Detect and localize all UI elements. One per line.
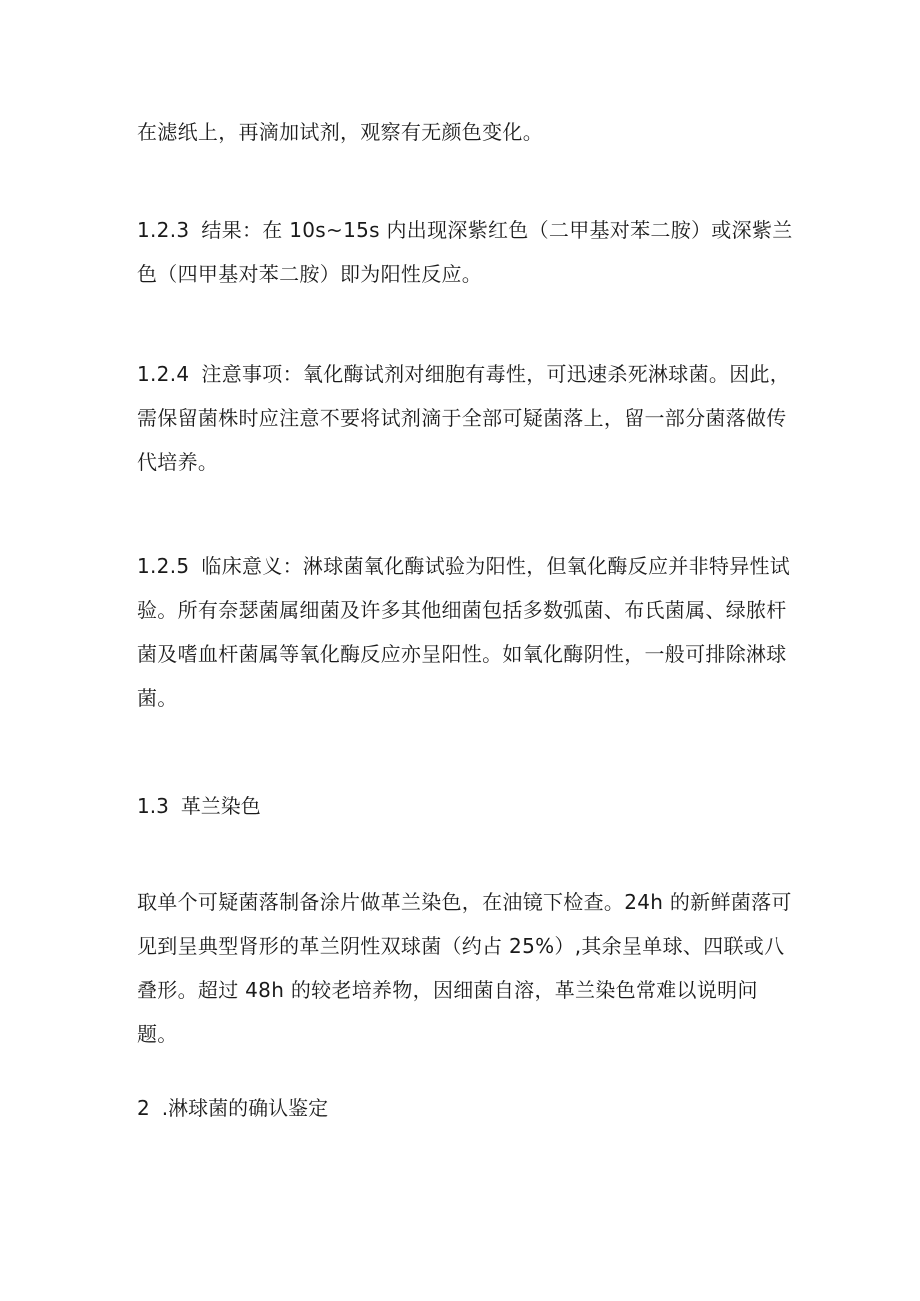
paragraph-text: 临床意义：淋球菌氧化酶试验为阳性，但氧化酶反应并非特异性试验。所有奈瑟菌属细菌及许多其他细菌包括多数弧菌、布氏菌属、绿脓杆菌及嗜血杆菌属等氧化酶反应亦呈阳性。如氧化酶阴性，一般可排除淋球菌。 (137, 554, 791, 710)
section-number: 1.2.5 (137, 554, 190, 578)
paragraph-text: 在滤纸上，再滴加试剂，观察有无颜色变化。 (137, 120, 543, 144)
section-number: 2 (137, 1096, 150, 1120)
heading-2-confirmation (137, 1086, 328, 1130)
paragraph-text: 注意事项：氧化酶试剂对细胞有毒性，可迅速杀死淋球菌。因此，需保留菌株时应注意不要将试剂滴于全部可疑菌落上，留一部分菌落做传代培养。 (137, 362, 791, 474)
paragraph-text: 取单个可疑菌落制备涂片做革兰染色，在油镜下检查。24h 的新鲜菌落可见到呈典型肾形的革兰阴性双球菌（约占 25%）,其余呈单球、四联或八叠形。超过 48h 的较老培养物，因细菌自溶，革兰染色常难以说明问题。 (137, 890, 792, 1046)
paragraph-1-2-4-precautions (137, 352, 797, 484)
heading-text: 革兰染色 (180, 794, 261, 818)
heading-text: .淋球菌的确认鉴定 (161, 1096, 329, 1120)
section-number: 1.2.3 (137, 218, 190, 242)
section-number: 1.3 (137, 794, 169, 818)
paragraph-filter-paper (137, 110, 797, 154)
paragraph-1-2-5-clinical-significance (137, 544, 797, 720)
paragraph-text: 结果：在 10s~15s 内出现深紫红色（二甲基对苯二胺）或深紫兰色（四甲基对苯二胺）即为阳性反应。 (137, 218, 793, 286)
heading-1-3-gram-stain (137, 784, 261, 828)
paragraph-gram-stain-procedure (137, 880, 797, 1056)
paragraph-1-2-3-result (137, 208, 797, 296)
section-number: 1.2.4 (137, 362, 190, 386)
